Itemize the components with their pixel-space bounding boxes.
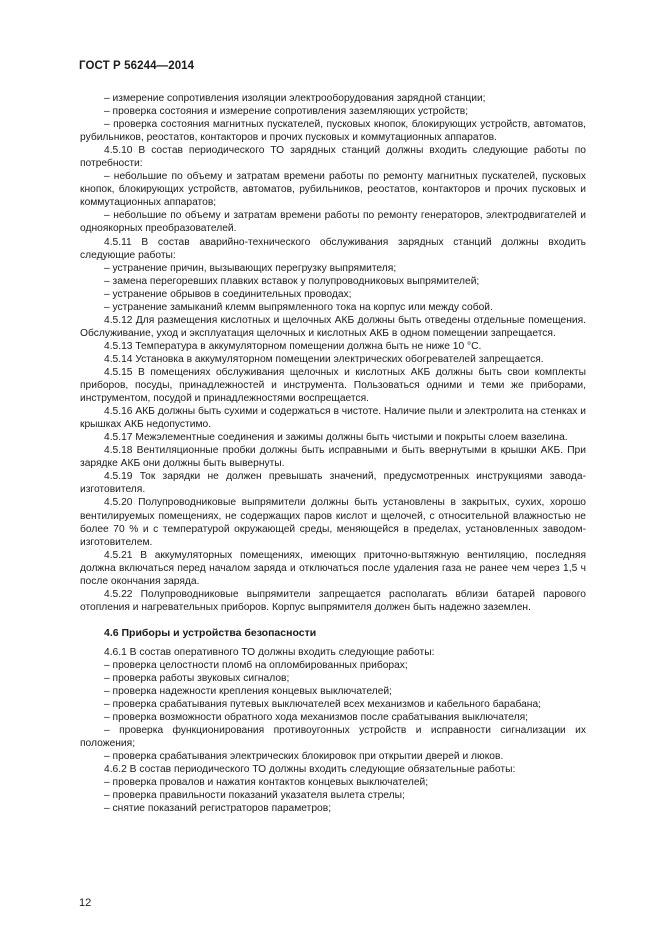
document-body <box>80 92 586 816</box>
paragraph: – устранение причин, вызывающих перегрузку выпрямителя; <box>104 262 397 274</box>
paragraph: 4.5.16 АКБ должны быть сухими и содержаться в чистоте. Наличие пыли и электролита на стенках и крышках АКБ недопустимо. <box>80 406 586 431</box>
paragraph: – проверка работы звуковых сигналов; <box>104 673 290 685</box>
paragraph: 4.5.14 Установка в аккумуляторном помещении электрических обогревателей запрещается. <box>104 353 544 365</box>
paragraph: – проверка надежности крепления концевых выключателей; <box>104 686 392 698</box>
paragraph: 4.6.2 В состав периодического ТО должны входить следующие обязательные работы: <box>104 764 516 776</box>
section-title: 4.6 Приборы и устройства безопасности <box>104 626 317 639</box>
paragraph: 4.5.19 Ток зарядки не должен превышать значений, предусмотренных инструкциями завода-изготовителя. <box>80 471 586 496</box>
paragraph: – проверка состояния и измерение сопротивления заземляющих устройств; <box>104 106 469 118</box>
paragraph: – проверка срабатывания электрических блокировок при открытии дверей и люков. <box>104 751 504 763</box>
page-number: 12 <box>79 897 92 909</box>
paragraph: – снятие показаний регистраторов параметров; <box>104 803 332 815</box>
paragraph: 4.5.22 Полупроводниковые выпрямители запрещается располагать вблизи батарей парового отопления и нагревательных приборов. Корпус выпрямителя должен быть надежно заземлен. <box>80 588 586 613</box>
paragraph: – проверка целостности пломб на опломбированных приборах; <box>104 659 408 671</box>
standard-header: ГОСТ Р 56244—2014 <box>79 60 195 72</box>
paragraph: – измерение сопротивления изоляции электрооборудования зарядной станции; <box>104 93 486 104</box>
paragraph: – проверка функционирования противоугонных устройств и исправности сигнализации их положения; <box>80 725 586 750</box>
paragraph: 4.5.21 В аккумуляторных помещениях, имеющих приточно-вытяжную вентиляцию, последняя должна включаться перед началом заряда и отключаться после удаления газа не ранее чем через 1,5 ч после окончания заряда. <box>80 549 586 587</box>
paragraph: – устранение замыканий клемм выпрямленного тока на корпус или между собой. <box>104 301 493 313</box>
paragraph: – замена перегоревших плавких вставок у полупроводниковых выпрямителей; <box>104 275 480 287</box>
paragraph: 4.5.20 Полупроводниковые выпрямители должны быть установлены в закрытых, сухих, хорошо вентилируемых помещениях, не содержащих паров кислот и щелочей, с относительной влажностью не более 70 % и с температурой окружающей среды, меняющейся в пределах, установленных заводом-изготовителем. <box>80 497 586 548</box>
paragraph: 4.5.18 Вентиляционные пробки должны быть исправными и быть ввернутыми в крышки АКБ. При зарядке АКБ они должны быть вывернуты. <box>80 445 586 470</box>
paragraph: 4.5.10 В состав периодического ТО зарядных станций должны входить следующие работы по потребности: <box>80 145 586 170</box>
paragraph: 4.6.1 В состав оперативного ТО должны входить следующие работы: <box>104 646 435 658</box>
paragraph: – проверка провалов и нажатия контактов концевых выключателей; <box>104 777 429 789</box>
paragraph: – устранение обрывов в соединительных проводах; <box>104 288 352 300</box>
paragraph: 4.5.15 В помещениях обслуживания щелочных и кислотных АКБ должны быть свои комплекты приборов, посуды, принадлежностей и инструмента. Пользоваться одними и теми же приборами, инструментом, посудой и принадлежностями воспрещается. <box>80 366 586 405</box>
paragraph: – проверка возможности обратного хода механизмов после срабатывания выключателя; <box>104 712 528 724</box>
paragraph: 4.5.12 Для размещения кислотных и щелочных АКБ должны быть отведены отдельные помещения. Обслуживание, уход и эксплуатация щелочных и кислотных АКБ в одном помещении запрещается. <box>80 314 586 339</box>
paragraph: 4.5.17 Межэлементные соединения и зажимы должны быть чистыми и покрыты слоем вазелина. <box>104 432 568 444</box>
paragraph: 4.5.11 В состав аварийно-технического обслуживания зарядных станций должны входить следующие работы: <box>80 236 586 261</box>
paragraph: 4.5.13 Температура в аккумуляторном помещении должна быть не ниже 10 °С. <box>104 340 482 352</box>
paragraph: – небольшие по объему и затратам времени работы по ремонту магнитных пускателей, пусковых кнопок, блокирующих устройств, автоматов, рубильников, реостатов, контакторов и прочих пусковых и коммутационных аппаратов; <box>80 171 586 209</box>
paragraph: – проверка правильности показаний указателя вылета стрелы; <box>104 790 405 802</box>
paragraph: – проверка состояния магнитных пускателей, пусковых кнопок, блокирующих устройств, автоматов, рубильников, реостатов, контакторов и прочих пусковых и коммутационных аппаратов. <box>80 119 586 144</box>
paragraph: – небольшие по объему и затратам времени работы по ремонту генераторов, электродвигателей и одноякорных преобразователей. <box>80 210 586 235</box>
paragraph: – проверка срабатывания путевых выключателей всех механизмов и кабельного барабана; <box>104 699 541 711</box>
